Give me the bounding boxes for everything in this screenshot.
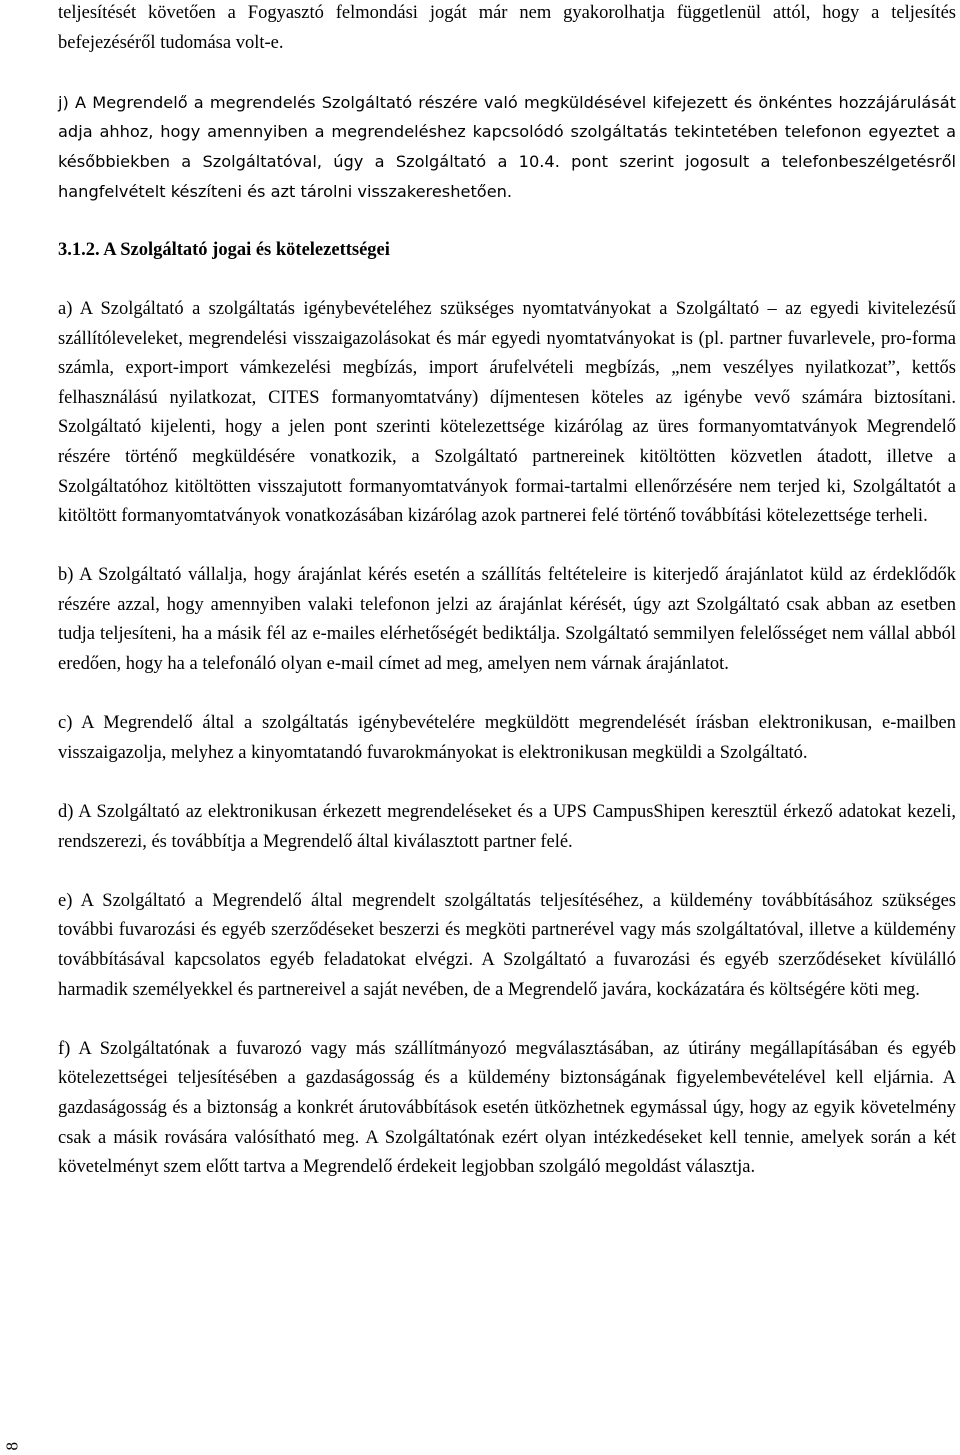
- page-number: 8: [2, 1442, 22, 1451]
- paragraph-a: a) A Szolgáltató a szolgáltatás igénybevételéhez szükséges nyomtatványokat a Szolgáltató – az egyedi kivitelezésű szállítóleveleket, megrendelési visszaigazolásokat és már egyedi nyomtatványokat is (pl. partner fuvarlevele, pro-forma számla, export-import vámkezelési megbízás, import árufelvételi megbízás, „nem veszélyes nyilatkozat”, kettős felhasználású nyilatkozat, CITES formanyomtatvány) díjmentesen köteles az igénybe vevő számára biztosítani. Szolgáltató kijelenti, hogy a jelen pont szerinti kötelezettsége kizárólag az üres formanyomtatványok Megrendelő részére történő megküldésére vonatkozik, a Szolgáltató partnereinek kitöltötten közvetlen átadott, illetve a Szolgáltatóhoz kitöltötten visszajutott formanyomtatványok formai-tartalmi ellenőrzésére nem terjed ki, Szolgáltatót a kitöltött formanyomtatványok vonatkozásában kizárólag azok partnerei felé történő továbbítási kötelezettsége terheli.: [58, 298, 956, 527]
- paragraph-d: d) A Szolgáltató az elektronikusan érkezett megrendeléseket és a UPS CampusShipen keresztül érkező adatokat kezeli, rendszerezi, és továbbítja a Megrendelő által kiválasztott partner felé.: [58, 802, 956, 852]
- paragraph-e: e) A Szolgáltató a Megrendelő által megrendelt szolgáltatás teljesítéséhez, a küldemény továbbításához szükséges további fuvarozási és egyéb szerződéseket beszerzi és megköti partnerével vagy más szolgáltatóval, illetve a küldemény továbbításával kapcsolatos egyéb feladatokat elvégzi. A Szolgáltató a fuvarozási és egyéb szerződéseket kívülálló harmadik személyekkel és partnereivel a saját nevében, de a Megrendelő javára, kockázatára és költségére köti meg.: [58, 890, 956, 1000]
- paragraph-j: j) A Megrendelő a megrendelés Szolgáltató részére való megküldésével kifejezett és önkéntes hozzájárulását adja ahhoz, hogy amennyiben a megrendeléshez kapcsolódó szolgáltatás tekintetében telefonon egyeztet a későbbiekben a Szolgáltatóval, úgy a Szolgáltató a 10.4. pont szerint jogosult a telefonbeszélgetésről hangfelvételt készíteni és azt tárolni visszakereshetően.: [58, 92, 956, 201]
- paragraph-f: f) A Szolgáltatónak a fuvarozó vagy más szállítmányozó megválasztásában, az útirány megállapításában és egyéb kötelezettségei teljesítésében a gazdaságosság és a küldemény biztonságának figyelembevételével kell eljárnia. A gazdaságosság és a biztonság a konkrét árutovábbítások esetén ütközhetnek egymással úgy, hogy az egyik követelmény csak a másik rovására valósítható meg. A Szolgáltatónak ezért olyan intézkedéseket kell tennie, amelyek során a két követelményt szem előtt tartva a Megrendelő érdekeit legjobban szolgáló megoldást választja.: [58, 1038, 956, 1178]
- document-page: [58, 0, 956, 1212]
- paragraph-b: b) A Szolgáltató vállalja, hogy árajánlat kérés esetén a szállítás feltételeire is kiterjedő árajánlatot küld az érdeklődők részére azzal, hogy amennyiben valaki telefonon jelzi az árajánlat kérését, úgy azt Szolgáltató csak abban az esetben tudja teljesíteni, ha a másik fél az e-mailes elérhetőségét bediktálja. Szolgáltató semmilyen felelősséget nem vállal abból eredően, hogy ha a telefonáló olyan e-mail címet ad meg, amelyen nem várnak árajánlatot.: [58, 565, 956, 675]
- paragraph-c: c) A Megrendelő által a szolgáltatás igénybevételére megküldött megrendelését írásban elektronikusan, e-mailben visszaigazolja, melyhez a kinyomtatandó fuvarokmányokat is elektronikusan megküldi a Szolgáltató.: [58, 713, 956, 763]
- paragraph-continuation: teljesítését követően a Fogyasztó felmondási jogát már nem gyakorolhatja függetlenül attól, hogy a teljesítés befejezéséről tudomása volt-e.: [58, 3, 956, 53]
- section-heading: 3.1.2. A Szolgáltató jogai és kötelezettségei: [58, 239, 390, 260]
